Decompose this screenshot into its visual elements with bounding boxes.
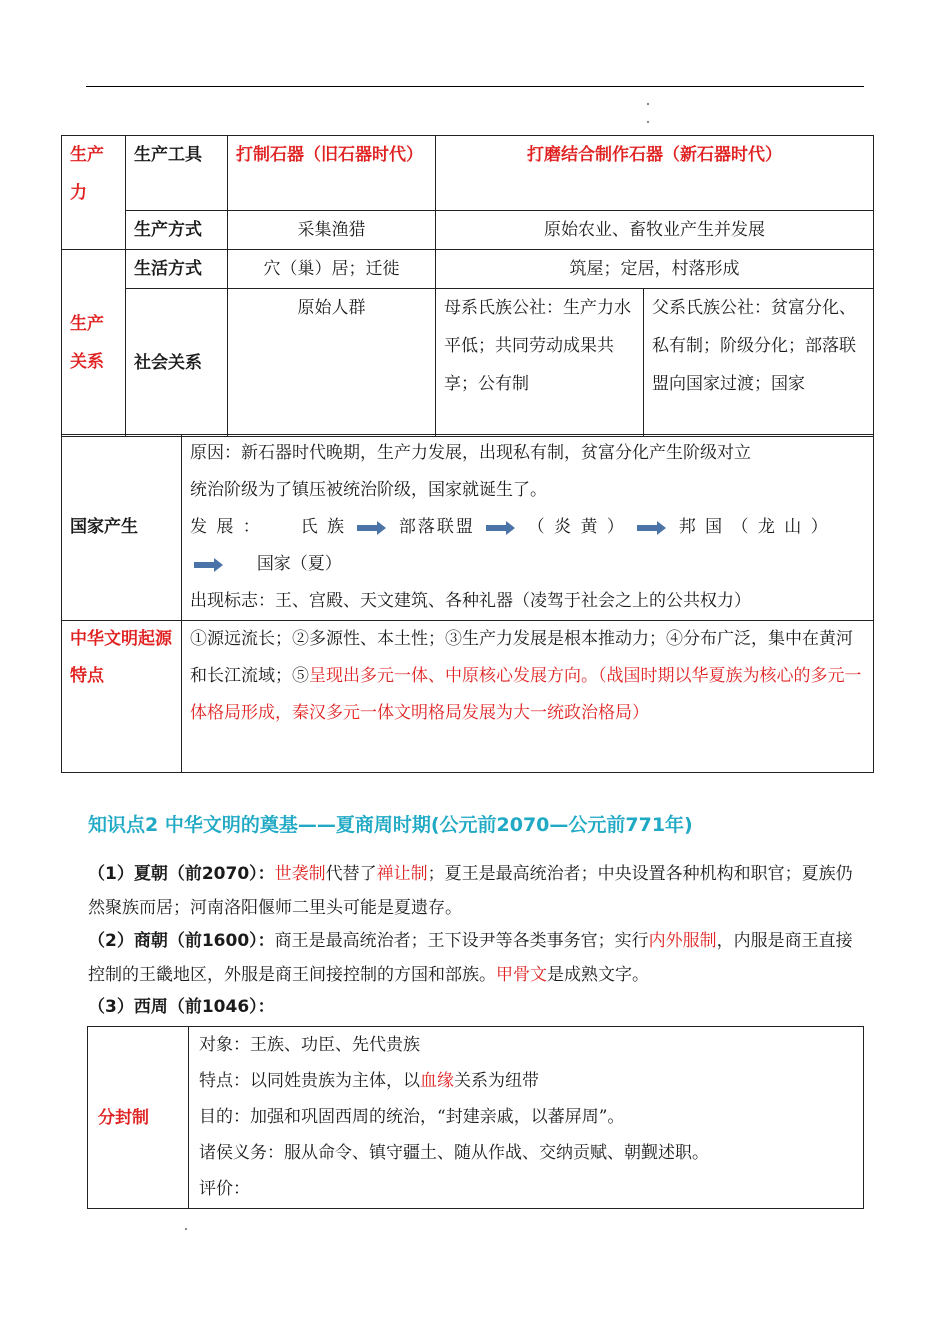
xia-term-1: 世袭制 xyxy=(274,864,326,884)
right-arrow-icon xyxy=(637,520,667,536)
header-rule xyxy=(86,86,864,87)
shang-term-2: 甲骨文 xyxy=(496,965,547,985)
xia-term-2: 禅让制 xyxy=(376,864,428,884)
state-development xyxy=(190,509,865,546)
social-old: 原始人群 xyxy=(228,289,436,437)
fengjian-objects: 对象：王族、功臣、先代贵族 xyxy=(199,1035,420,1055)
features-term: 血缘 xyxy=(420,1071,454,1091)
table-state xyxy=(61,434,874,773)
section-title: 知识点2 中华文明的奠基——夏商周时期(公元前2070—公元前771年) xyxy=(88,814,693,836)
origin-highlight: 呈现出多元一体、中原核心发展方向。（战国时期以华夏族为核心的多元一体格局形成，秦汉多元一体文明格局发展为大一统政治格局） xyxy=(190,666,862,723)
social-patriarchal: 父系氏族公社：贫富分化、私有制；阶级分化；部落联盟向国家过渡；国家 xyxy=(644,289,874,437)
fengjian-features xyxy=(199,1063,853,1099)
decor-dot xyxy=(647,103,649,105)
xia-heading: （1）夏朝（前2070）： xyxy=(88,864,275,884)
dev-step-1: 氏 族 xyxy=(300,517,347,537)
state-reason-2: 统治阶级为了镇压被统治阶级，国家就诞生了。 xyxy=(190,480,547,500)
decor-dot xyxy=(185,1228,187,1230)
shang-text-3: 是成熟文字。 xyxy=(547,965,649,985)
life-new: 筑屋；定居，村落形成 xyxy=(436,250,874,289)
xia-paragraph xyxy=(88,857,864,925)
shang-heading: （2）商朝（前1600）： xyxy=(88,931,275,951)
shang-text-2: ，内服是商王直接控制的王畿地区，外服是商王间接控制的方国和部族。 xyxy=(88,931,853,985)
features-text-1: 特点：以同姓贵族为主体，以 xyxy=(199,1071,420,1091)
life-old: 穴（巢）居；迁徙 xyxy=(228,250,436,289)
fengjian-purpose: 目的：加强和巩固西周的统治，“封建亲戚，以蕃屏周”。 xyxy=(199,1107,625,1127)
dev-step-5: 国家（夏） xyxy=(256,554,342,574)
dev-step-3: （ 炎 黄 ） xyxy=(527,517,626,537)
mode-new: 原始农业、畜牧业产生并发展 xyxy=(436,211,874,250)
dev-label: 发 展 ： xyxy=(190,517,262,537)
shang-term-1: 内外服制 xyxy=(648,931,717,951)
tools-label: 生产工具 xyxy=(126,136,228,211)
productivity-label: 生产力 xyxy=(62,136,126,250)
table-fengjian xyxy=(87,1026,864,1209)
origin-content xyxy=(182,621,874,773)
origin-text: ①源远流长；②多源性、本土性；③生产力发展是根本推动力；④分布广泛，集中在黄河和长江流域；⑤ xyxy=(190,629,853,686)
mode-label: 生产方式 xyxy=(126,211,228,250)
xia-text-2: ；夏王是最高统治者；中央设置各种机构和职官；夏族仍然聚族而居；河南洛阳偃师二里头可能是夏遗存。 xyxy=(88,864,853,918)
right-arrow-icon xyxy=(194,557,224,573)
tools-new: 打磨结合制作石器（新石器时代） xyxy=(436,136,874,211)
state-reason-1: 原因：新石器时代晚期，生产力发展，出现私有制，贫富分化产生阶级对立 xyxy=(190,443,751,463)
state-marks: 出现标志：王、宫殿、天文建筑、各种礼器（凌驾于社会之上的公共权力） xyxy=(190,591,751,611)
relations-label: 生产关系 xyxy=(62,250,126,437)
xia-text-1: 代替了 xyxy=(325,864,377,884)
fengjian-duties: 诸侯义务：服从命令、镇守疆土、随从作战、交纳贡赋、朝觐述职。 xyxy=(199,1143,709,1163)
social-label: 社会关系 xyxy=(126,289,228,437)
state-label: 国家产生 xyxy=(62,435,182,621)
decor-dot xyxy=(647,121,649,123)
fengjian-evaluation: 评价： xyxy=(199,1179,250,1199)
right-arrow-icon xyxy=(357,520,387,536)
shang-paragraph xyxy=(88,924,864,992)
features-text-2: 关系为纽带 xyxy=(454,1071,539,1091)
tools-old: 打制石器（旧石器时代） xyxy=(228,136,436,211)
origin-label: 中华文明起源特点 xyxy=(62,621,182,773)
fengjian-label: 分封制 xyxy=(88,1027,189,1209)
state-development-2 xyxy=(190,546,865,583)
life-label: 生活方式 xyxy=(126,250,228,289)
state-content xyxy=(182,435,874,621)
zhou-heading: （3）西周（前1046）： xyxy=(88,997,275,1017)
mode-old: 采集渔猎 xyxy=(228,211,436,250)
table-production xyxy=(61,135,874,437)
social-matriarchal: 母系氏族公社：生产力水平低；共同劳动成果共享；公有制 xyxy=(436,289,644,437)
fengjian-content xyxy=(189,1027,864,1209)
right-arrow-icon xyxy=(486,520,516,536)
dev-step-4: 邦 国 （ 龙 山 ） xyxy=(678,517,830,537)
dev-step-2: 部落联盟 xyxy=(398,517,475,537)
shang-text-1: 商王是最高统治者；王下设尹等各类事务官；实行 xyxy=(274,931,649,951)
